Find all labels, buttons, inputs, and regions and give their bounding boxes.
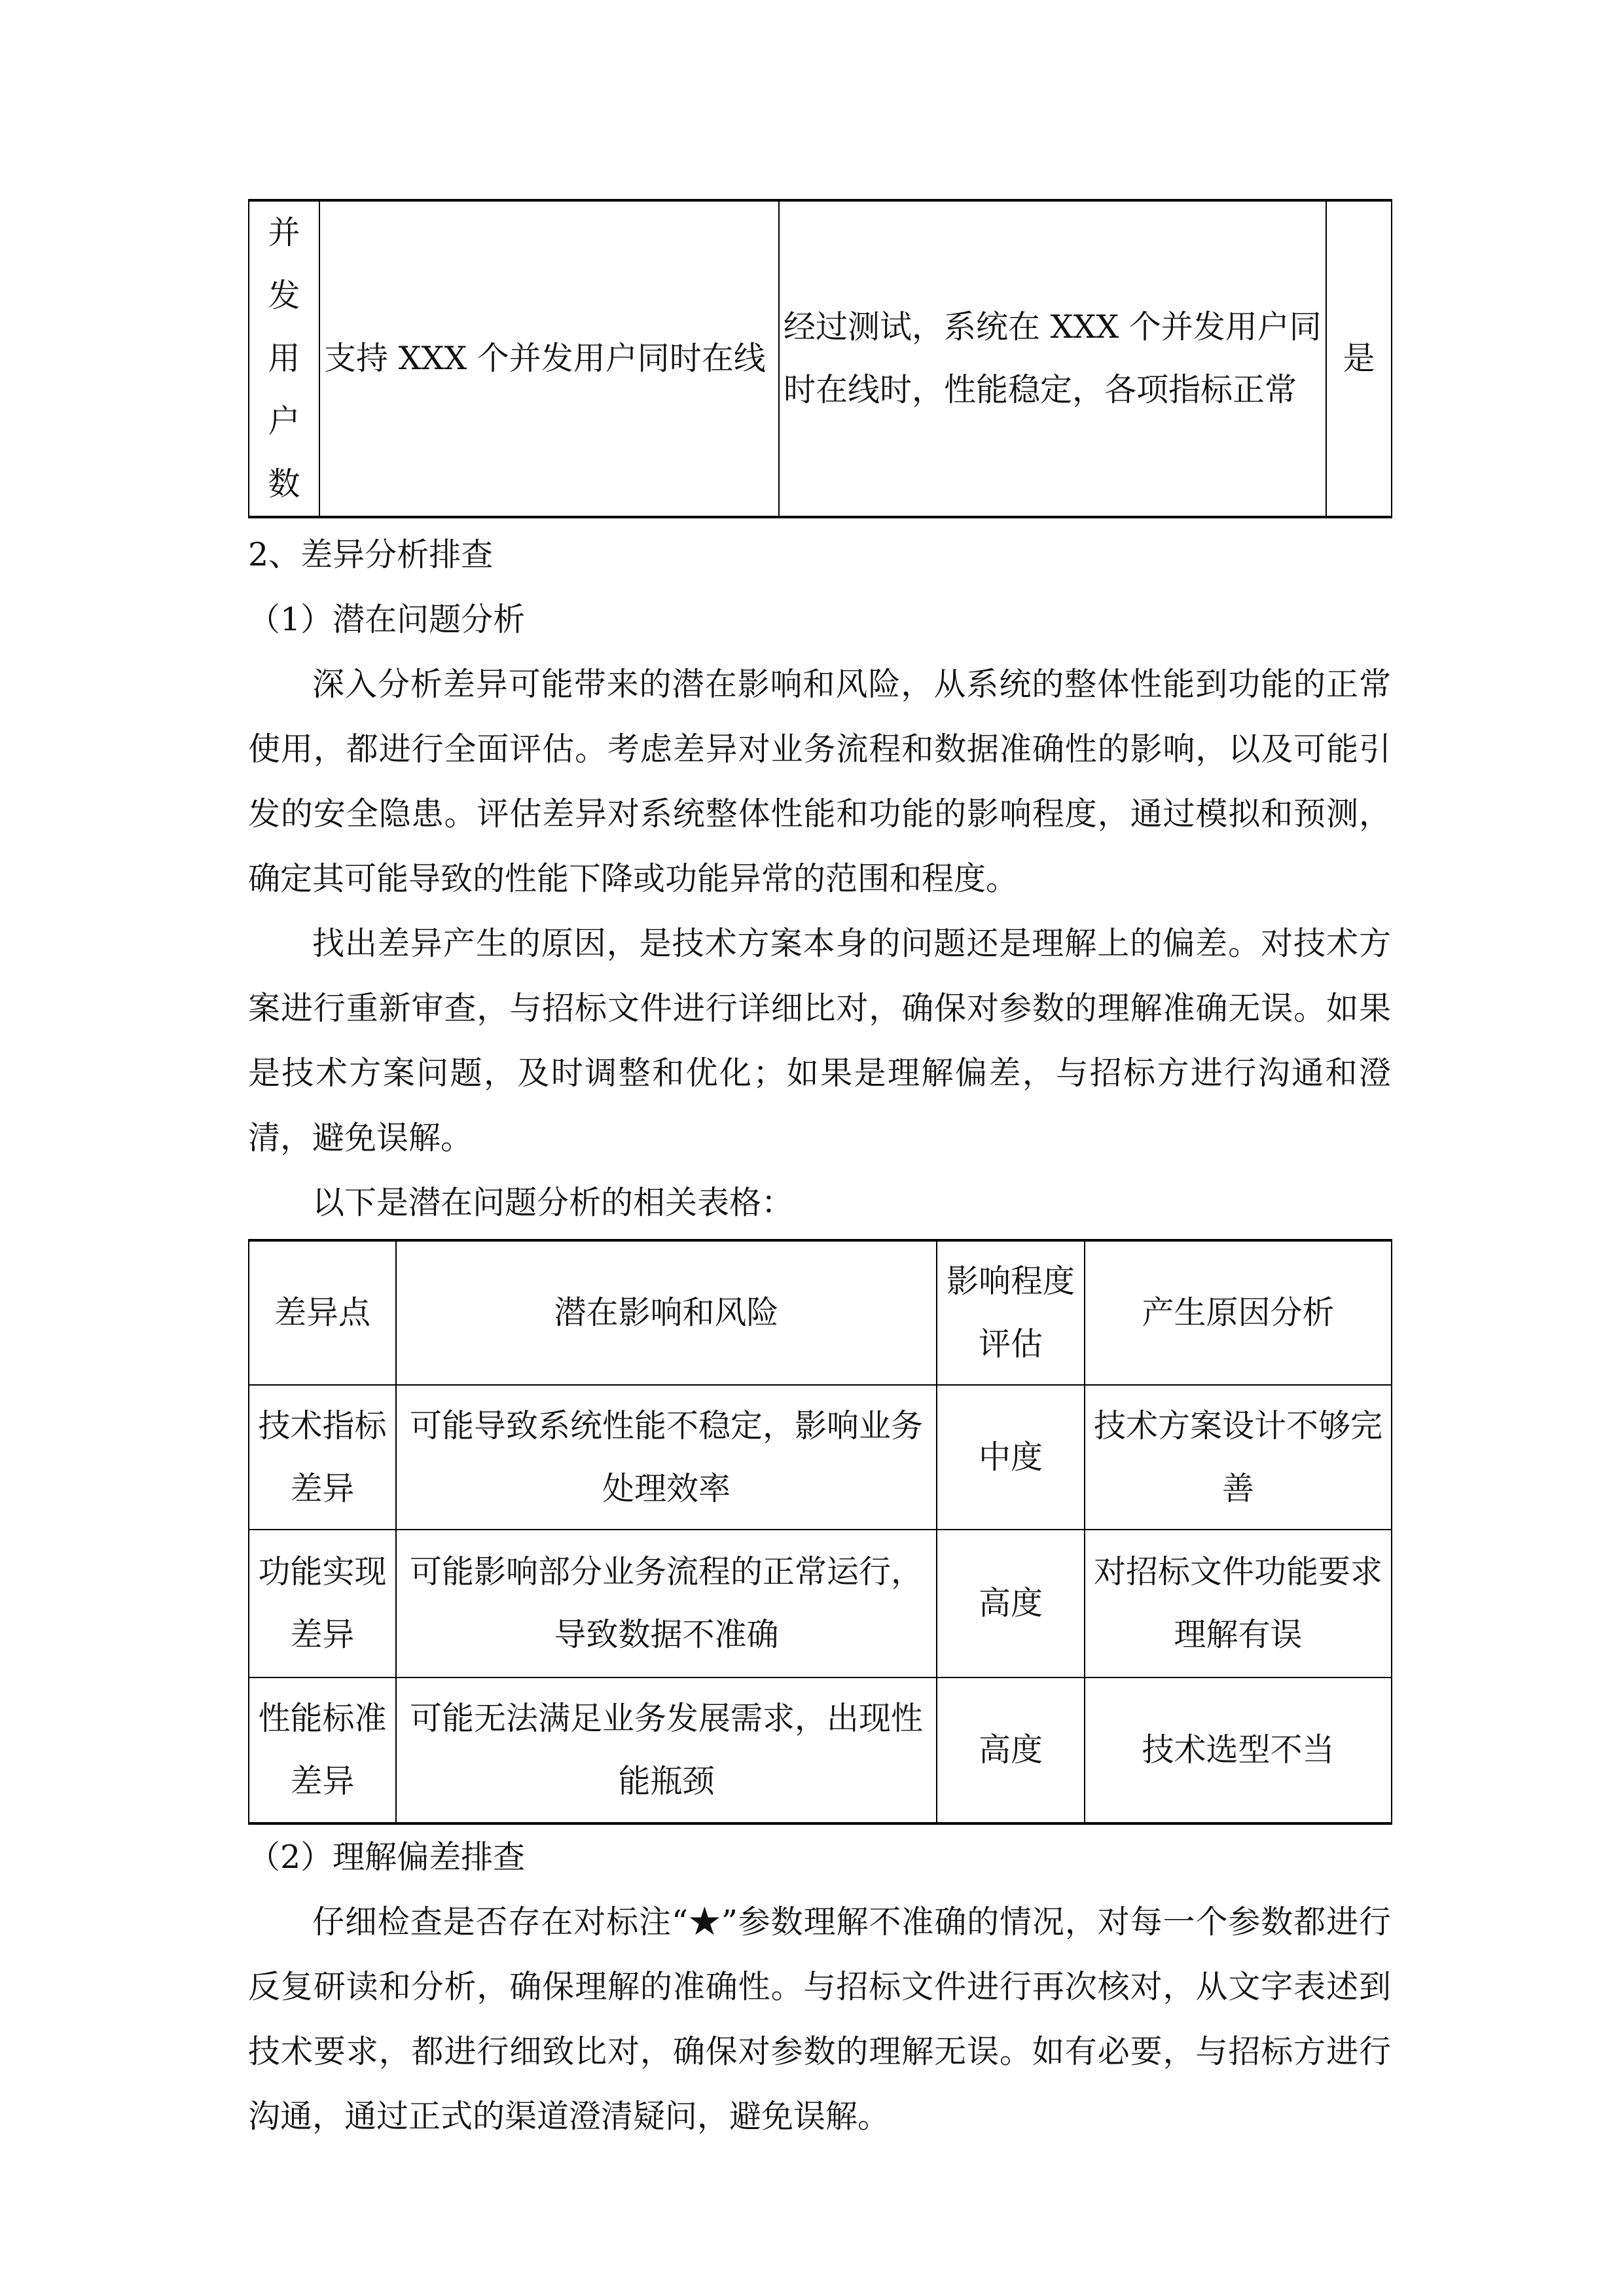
impact-cell: 可能无法满足业务发展需求，出现性能瓶颈 bbox=[396, 1677, 937, 1823]
severity-cell: 中度 bbox=[937, 1385, 1085, 1530]
cause-cell: 技术选型不当 bbox=[1085, 1677, 1392, 1823]
risk-analysis-table bbox=[248, 1239, 1392, 1825]
table-row bbox=[249, 1385, 1392, 1530]
paragraph: 仔细检查是否存在对标注“★”参数理解不准确的情况，对每一个参数都进行反复研读和分析，确保理解的准确性。与招标文件进行再次核对，从文字表述到技术要求，都进行细致比对，确保对参数的理解无误。如有必要，与招标方进行沟通，通过正式的渠道澄清疑问，避免误解。 bbox=[248, 1903, 1391, 2135]
diff-point-cell: 功能实现差异 bbox=[249, 1530, 396, 1677]
requirement-cell: 支持 XXX 个并发用户同时在线 bbox=[319, 200, 779, 517]
table-row bbox=[249, 200, 1392, 517]
test-result-cell: 经过测试，系统在 XXX 个并发用户同时在线时，性能稳定，各项指标正常 bbox=[779, 200, 1326, 517]
impact-cell: 可能影响部分业务流程的正常运行，导致数据不准确 bbox=[396, 1530, 937, 1677]
subsection-heading: （1）潜在问题分析 bbox=[248, 601, 526, 638]
diff-point-cell: 性能标准差异 bbox=[249, 1677, 396, 1823]
column-header: 影响程度评估 bbox=[937, 1240, 1085, 1385]
cause-cell: 技术方案设计不够完善 bbox=[1085, 1385, 1392, 1530]
paragraph: 深入分析差异可能带来的潜在影响和风险，从系统的整体性能到功能的正常使用，都进行全面评估。考虑差异对业务流程和数据准确性的影响，以及可能引发的安全隐患。评估差异对系统整体性能和功能的影响程度，通过模拟和预测，确定其可能导致的性能下降或功能异常的范围和程度。 bbox=[248, 666, 1391, 897]
table-header-row bbox=[249, 1240, 1392, 1385]
severity-cell: 高度 bbox=[937, 1677, 1085, 1823]
cause-cell: 对招标文件功能要求理解有误 bbox=[1085, 1530, 1392, 1677]
table-row bbox=[249, 1677, 1392, 1823]
column-header: 潜在影响和风险 bbox=[396, 1240, 937, 1385]
document-body bbox=[248, 199, 1391, 2149]
paragraph: 找出差异产生的原因，是技术方案本身的问题还是理解上的偏差。对技术方案进行重新审查，与招标文件进行详细比对，确保对参数的理解准确无误。如果是技术方案问题，及时调整和优化；如果是理解偏差，与招标方进行沟通和澄清，避免误解。 bbox=[248, 925, 1391, 1157]
concurrency-table bbox=[248, 199, 1392, 518]
column-header: 差异点 bbox=[249, 1240, 396, 1385]
severity-cell: 高度 bbox=[937, 1530, 1085, 1677]
subsection-heading: （2）理解偏差排查 bbox=[248, 1839, 526, 1876]
column-header: 产生原因分析 bbox=[1085, 1240, 1392, 1385]
section-heading: 2、差异分析排查 bbox=[248, 536, 494, 573]
impact-cell: 可能导致系统性能不稳定，影响业务处理效率 bbox=[396, 1385, 937, 1530]
table-row bbox=[249, 1530, 1392, 1677]
param-name-cell: 并发用户数 bbox=[249, 200, 319, 517]
diff-point-cell: 技术指标差异 bbox=[249, 1385, 396, 1530]
paragraph: 以下是潜在问题分析的相关表格： bbox=[312, 1184, 794, 1221]
compliance-cell: 是 bbox=[1326, 200, 1392, 517]
